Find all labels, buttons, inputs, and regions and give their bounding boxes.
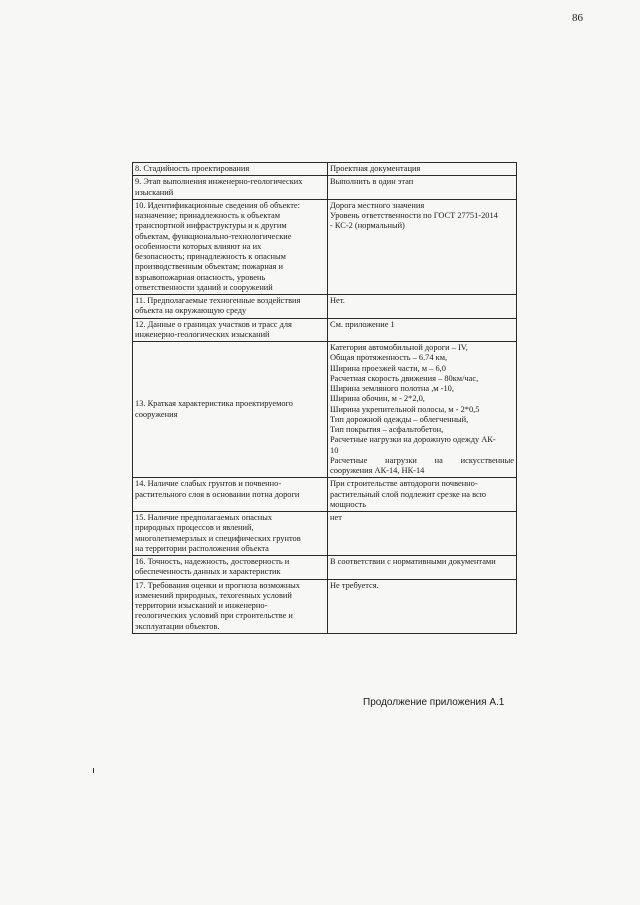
table-row	[133, 512, 517, 556]
row-label-line: 16. Точность, надежность, достоверность и	[135, 557, 290, 566]
row-label-line: 9. Этап выполнения инженерно-геологических	[135, 177, 303, 187]
row-value	[328, 342, 517, 478]
row-value-line: Нет.	[330, 296, 345, 305]
table-row	[133, 176, 517, 200]
row-label-line: 8. Стадийность проектирования	[135, 164, 250, 173]
row-label-line: обеспеченность данных и характеристик	[135, 567, 281, 577]
row-value	[328, 579, 517, 633]
row-label-line: транспортной инфраструктуры и к другим	[135, 221, 287, 231]
row-value-line: мощность	[330, 499, 367, 509]
table-row	[133, 163, 517, 176]
row-label	[133, 176, 328, 200]
row-label	[133, 295, 328, 319]
row-value-line: Ширина обочин, м - 2*2,0,	[330, 394, 425, 404]
row-label	[133, 199, 328, 294]
row-label-line: многолетнемерзлых и специфических грунтов	[135, 533, 301, 543]
row-label-line: объекта на окружающую среду	[135, 306, 247, 316]
row-value	[328, 163, 517, 176]
row-value	[328, 512, 517, 556]
table-row	[133, 556, 517, 580]
row-value-line: В соответствии с нормативными документами	[330, 557, 496, 566]
row-label-line: 12. Данные о границах участков и трасс для	[135, 319, 292, 329]
row-label	[133, 318, 328, 342]
row-label-line: ответственности зданий и сооружений	[135, 282, 273, 292]
row-value-line: Уровень ответственности по ГОСТ 27751-2014	[330, 211, 498, 220]
row-label-line: эксплуатации объектов.	[135, 621, 220, 631]
row-label-line: инженерно-геологических изысканий	[135, 329, 270, 339]
row-label-line: 10. Идентификационные сведения об объекте:	[135, 200, 300, 210]
row-label	[133, 556, 328, 580]
table-row	[133, 295, 517, 319]
row-label-line: 11. Предполагаемые техногенные воздействия	[135, 296, 301, 305]
requirements-table	[132, 162, 517, 634]
row-label-line: 15. Наличие предполагаемых опасных	[135, 513, 273, 522]
table-row	[133, 199, 517, 294]
row-label-line: геологических условий при строительстве и	[135, 611, 293, 621]
row-value-line: растительный слой подлежит срезке на всю	[330, 489, 486, 499]
row-value-line: Расчетные нагрузки на искусственные	[330, 455, 514, 465]
row-label-line: назначение; принадлежность к объектам	[135, 211, 281, 220]
row-label-line: природных процессов и явлений,	[135, 523, 254, 533]
row-label	[133, 163, 328, 176]
row-label-line: на территории расположения объекта	[135, 543, 269, 553]
row-label-line: особенности которых влияют на их	[135, 241, 262, 251]
row-value-line: Выполнить в один этап	[330, 177, 414, 187]
row-value	[328, 295, 517, 319]
row-label-line: 14. Наличие слабых грунтов и почвенно-	[135, 479, 282, 489]
row-label	[133, 512, 328, 556]
row-value-line: 10	[330, 445, 339, 455]
row-value-line: См. приложение 1	[330, 319, 395, 329]
row-label-line: территории изысканий и инженерно-	[135, 601, 268, 610]
row-value-line: Ширина проезжей части, м – 6,0	[330, 363, 446, 373]
row-label-line: взрывопожарная опасность, уровень	[135, 272, 266, 282]
row-value-line: Проектная документация	[330, 164, 421, 173]
row-value-line: сооружения АК-14, НК-14	[330, 466, 425, 475]
row-value-line: Расчетная скорость движения – 80км/час,	[330, 373, 479, 383]
scan-speck	[93, 768, 94, 773]
row-label	[133, 579, 328, 633]
page-number: 86	[572, 12, 583, 24]
row-label-line: сооружения	[135, 409, 178, 419]
row-label-line: растительного слоя в основании потна дороги	[135, 489, 300, 499]
row-value-line: Не требуется.	[330, 580, 379, 590]
row-label	[133, 478, 328, 512]
row-value	[328, 176, 517, 200]
continuation-caption: Продолжение приложения А.1	[363, 697, 505, 708]
row-value	[328, 318, 517, 342]
row-label-line: производственным объектам; пожарная и	[135, 262, 283, 272]
row-value	[328, 478, 517, 512]
table-row	[133, 342, 517, 478]
table-row	[133, 478, 517, 512]
row-value-line: При строительстве автодороги почвенно-	[330, 479, 478, 489]
row-value-line: Расчетные нагрузки на дорожную одежду АК-	[330, 435, 496, 445]
row-label-line: безопасность; принадлежность к опасным	[135, 252, 286, 261]
row-value-line: Ширина укрепительной полосы, м - 2*0,5	[330, 404, 480, 414]
row-value	[328, 556, 517, 580]
row-value-line: Тип покрытия – асфальтобетон,	[330, 425, 444, 434]
row-value-line: - КС-2 (нормальный)	[330, 221, 405, 231]
row-label-line: 13. Краткая характеристика проектируемого	[135, 399, 293, 409]
row-label-line: изысканий	[135, 187, 174, 197]
row-label	[133, 342, 328, 478]
row-label-line: объектам, функционально-технологические	[135, 231, 292, 241]
table-row	[133, 579, 517, 633]
row-value-line: Категория автомобильной дороги – IV,	[330, 343, 468, 352]
row-value-line: Дорога местного значения	[330, 200, 425, 210]
row-label-line: 17. Требования оценки и прогноза возможных	[135, 580, 300, 590]
row-value-line: нет	[330, 513, 342, 522]
row-value-line: Общая протяженность – 6.74 км,	[330, 353, 448, 363]
row-value	[328, 199, 517, 294]
row-label-line: изменений природных, техогенных условий	[135, 590, 292, 600]
row-value-line: Ширина земляного полотна ,м -10,	[330, 384, 454, 393]
row-value-line: Тип дорожной одежды – облегченный,	[330, 414, 469, 424]
table-row	[133, 318, 517, 342]
